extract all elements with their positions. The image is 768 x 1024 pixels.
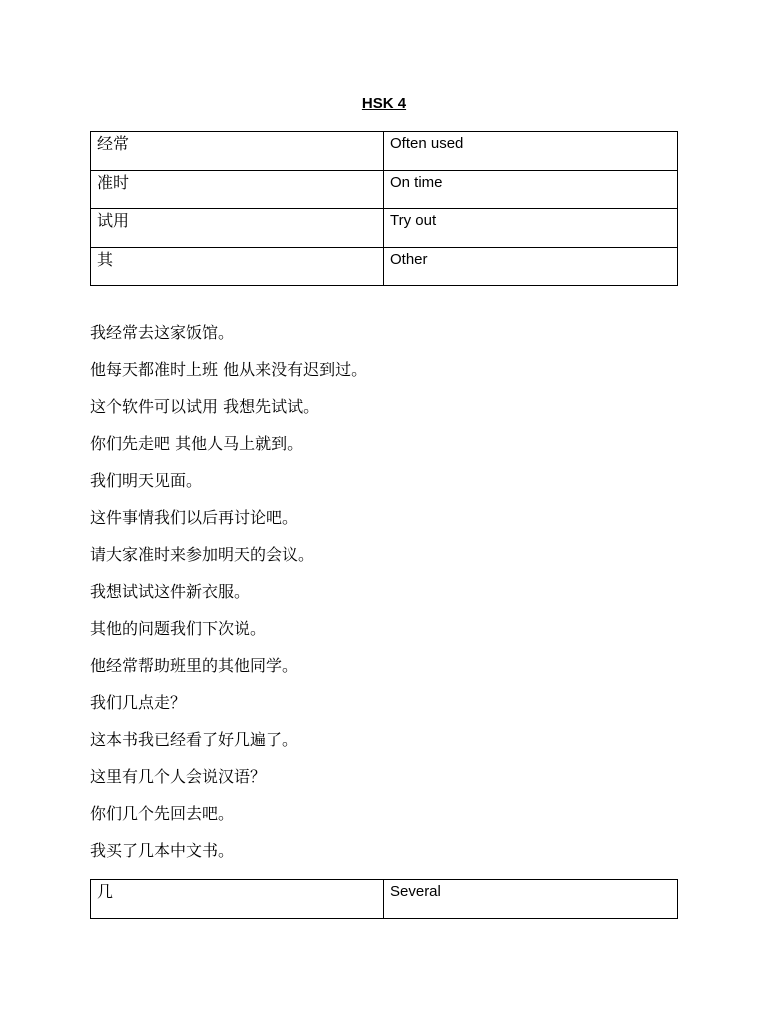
sentence-line: 我们几点走？ (90, 693, 187, 712)
sentence-line: 我经常去这家饭馆。 (90, 323, 235, 342)
sentence-line: 你们先走吧 其他人马上就到。 (90, 434, 304, 453)
table-row (91, 132, 678, 171)
sentence-line: 他每天都准时上班 他从来没有迟到过。 (90, 360, 368, 379)
table-row (91, 247, 678, 286)
table-cell-chinese: 几 (91, 880, 384, 919)
table-cell-english: Often used (384, 132, 678, 171)
table-row (91, 209, 678, 248)
document-title: HSK 4 (361, 95, 407, 112)
sentence-line: 你们几个先回去吧。 (90, 804, 235, 823)
table-cell-chinese: 其 (91, 247, 384, 286)
table-cell-english: Other (384, 247, 678, 286)
sentence-line: 我想试试这件新衣服。 (90, 582, 251, 601)
sentence-line: 我们明天见面。 (90, 471, 203, 490)
vocabulary-table-top (90, 131, 678, 286)
table-cell-english: Several (384, 880, 678, 919)
sentence-line: 我买了几本中文书。 (90, 841, 235, 860)
table-cell-chinese: 经常 (91, 132, 384, 171)
table-cell-english: Try out (384, 209, 678, 248)
table-cell-chinese: 准时 (91, 170, 384, 209)
sentence-line: 其他的问题我们下次说。 (90, 619, 267, 638)
table-cell-chinese: 试用 (91, 209, 384, 248)
sentence-line: 这本书我已经看了好几遍了。 (90, 730, 299, 749)
vocabulary-table-bottom (90, 879, 678, 919)
table-row (91, 880, 678, 919)
sentence-line: 他经常帮助班里的其他同学。 (90, 656, 299, 675)
sentence-line: 这件事情我们以后再讨论吧。 (90, 508, 299, 527)
sentence-line: 这里有几个人会说汉语？ (90, 767, 267, 786)
sentence-line: 请大家准时来参加明天的会议。 (90, 545, 315, 564)
table-cell-english: On time (384, 170, 678, 209)
table-row (91, 170, 678, 209)
sentence-list (90, 322, 690, 877)
sentence-line: 这个软件可以试用 我想先试试。 (90, 397, 320, 416)
